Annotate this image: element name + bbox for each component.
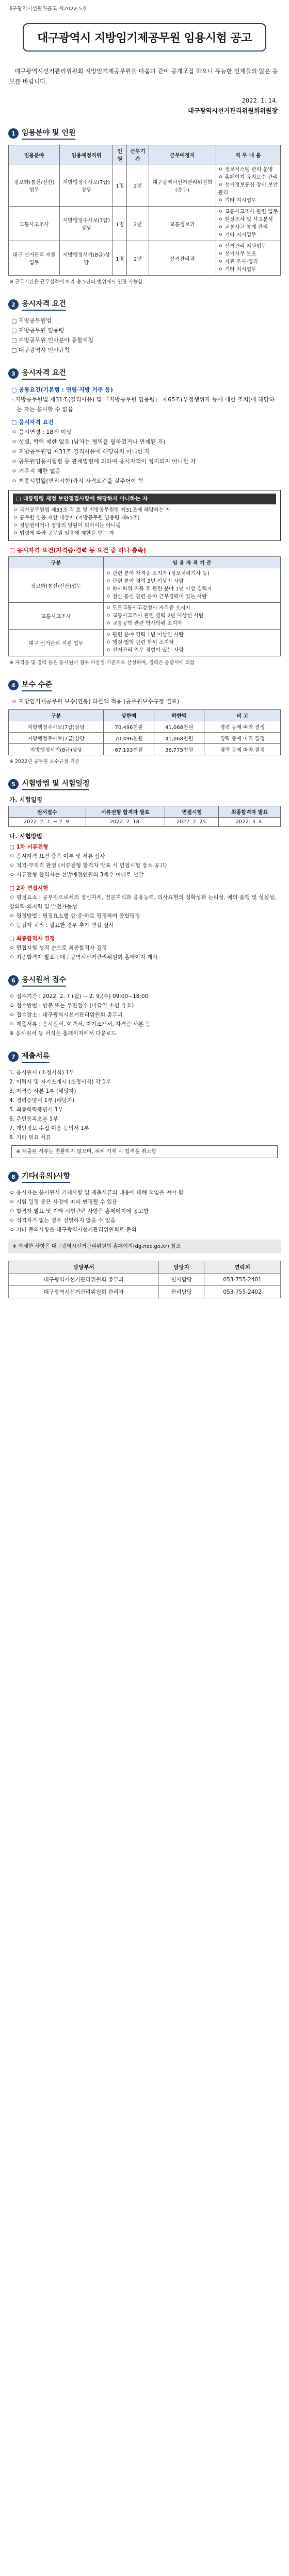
position-place: 교통정보과 xyxy=(149,207,216,241)
position-duties: ㅇ 교통사고조사 관련 업무 ㅇ 현장조사 및 사고분석 ㅇ 교통사고 통계 관리 ㅇ 기타 지시업무 xyxy=(216,207,280,241)
position-grade: 지방행정주사보(7급)상당 xyxy=(60,207,113,241)
column-header: 근무예정지 xyxy=(149,145,216,164)
position-count: 1명 xyxy=(113,207,127,241)
list-item: 8. 기타 필요 서류 xyxy=(9,1134,51,1141)
section-4-heading xyxy=(8,679,281,691)
position-field: 대구 선거관리 지원 업무 xyxy=(9,241,60,276)
schedule-date: 2022. 3. 4. xyxy=(219,818,281,827)
application-info xyxy=(9,992,280,1038)
schedule-date: 2022. 2. 7. ~ 2. 9. xyxy=(9,818,86,827)
list-item: ㅇ 평정방법 : 평정요소별 상·중·하로 평정하여 종합평정 xyxy=(9,913,140,919)
column-header: 서류전형 합격자 발표 xyxy=(86,806,165,818)
list-item: ㅇ 정당원이거나 정당의 당원이 되어서는 아니됨 xyxy=(13,523,121,529)
list-item: ㅇ 응시자격 요건 충족 여부 및 서류 심사 xyxy=(9,853,105,859)
salary-min: 41,068천원 xyxy=(154,721,204,733)
qualification-field: 교통사고조사 xyxy=(9,603,104,630)
list-item: ㅇ 공무원임용시험령 등 관계법령에 의하여 응시자격이 정지되지 아니한 자 xyxy=(11,458,196,465)
list-item: ㅇ 거주지 제한 없음 xyxy=(11,468,61,474)
list-item: ㅇ 공무원 임용 제한 대상자 (지방공무원 임용령 제65조) xyxy=(13,515,140,521)
list-item: ㅇ 서류전형 합격자는 선발예정인원의 3배수 이내로 선발 xyxy=(9,872,143,878)
contact-dept: 대구광역시선거관리위원회 총무과 xyxy=(9,1274,159,1286)
list-item: ㅇ 최종합격자 발표 : 대구광역시선거관리위원회 홈페이지 게시 xyxy=(9,954,158,960)
contact-dept: 대구광역시선거관리위원회 관리과 xyxy=(9,1286,159,1298)
conditions-title: □ 응시자격 요건(자격증·경력 등 요건 중 하나 충족) xyxy=(9,547,146,554)
section-title: 응시자격 요건 xyxy=(22,298,66,311)
section-title: 시험방법 및 시험일정 xyxy=(22,778,89,790)
list-item: ㅇ 동점자 처리 : 필요한 경우 추가 면접 실시 xyxy=(9,922,114,928)
positions-table xyxy=(8,145,281,276)
column-header: 직 무 내 용 xyxy=(216,145,280,164)
position-duties: ㅇ 정보시스템 관리·운영 ㅇ 홈페이지 유지보수·관리 ㅇ 선거정보통신 장비·보안 관리 ㅇ 기타 지시업무 xyxy=(216,164,280,207)
notice-date: 2022. 1. 14. xyxy=(242,97,278,104)
salary-table xyxy=(8,709,281,755)
contact-person: 인사담당 xyxy=(159,1274,204,1286)
qualification-field: 정보화(통신/전산)업무 xyxy=(9,568,104,603)
method-subtitle: 나. 시험방법 xyxy=(9,833,42,840)
list-item: 1. 응시원서 (소정서식) 1부 xyxy=(9,1070,75,1076)
column-header: 인원 xyxy=(113,145,127,164)
column-header: 임용분야 xyxy=(9,145,60,164)
list-item: □ 지방공무원 임용령 xyxy=(11,327,65,334)
salary-grade: 지방행정서기(8급)상당 xyxy=(9,744,104,755)
qualification-field: 대구 선거관리 지원 업무 xyxy=(9,630,104,656)
section-number: 6 xyxy=(8,975,19,986)
notes-list xyxy=(9,1188,280,1234)
salary-note: 경력 등에 따라 결정 xyxy=(204,721,281,733)
list-item: ㅇ 최종시험일(면접시험)까지 자격요건을 갖추어야 함 xyxy=(11,478,144,484)
contact-phone: 053-755-2401 xyxy=(204,1274,281,1286)
section-7-heading xyxy=(8,1050,281,1063)
position-place: 대구광역시선거관리위원회(중구) xyxy=(149,164,216,207)
list-item: 2. 이력서 및 자기소개서 (소정서식) 각 1부 xyxy=(9,1079,111,1085)
list-item: ※ 응시원서 등 서식은 홈페이지에서 다운로드 xyxy=(9,1030,117,1037)
documents-list xyxy=(9,1068,280,1142)
list-item: ㅇ 평정요소 : 공무원으로서의 정신자세, 전문지식과 응용능력, 의사표현의 정확성과 논리성, 예의·품행 및 성실성, 창의력·의지력 및 발전가능성 xyxy=(9,894,276,910)
table-row xyxy=(9,207,281,241)
contact-phone: 053-755-2402 xyxy=(204,1286,281,1298)
column-header: 상한액 xyxy=(104,710,154,721)
section-6-heading xyxy=(8,974,281,987)
list-item: ㅇ 적격·부적격 판정 (서류전형 합격자 발표 시 면접시험 장소 공고) xyxy=(9,862,167,869)
position-period: 2년 xyxy=(127,164,149,207)
column-header: 구분 xyxy=(9,710,104,721)
position-grade: 지방행정주사보(7급)상당 xyxy=(60,164,113,207)
list-item: 5. 최종학력증명서 1부 xyxy=(9,1107,63,1113)
salary-note: 경력 등에 따라 결정 xyxy=(204,744,281,755)
section-1-heading xyxy=(8,127,281,140)
list-item: ㅇ 시험 일정 등은 사정에 따라 변경될 수 있음 xyxy=(9,1199,118,1205)
website-note: ※ 자세한 사항은 대구광역시선거관리위원회 홈페이지(dg.nec.go.kr) 참조 xyxy=(8,1240,281,1253)
salary-min: 41,068천원 xyxy=(154,733,204,744)
common-requirement-title: □ 공통요건(기본형 : 연령·지방 거주 등) xyxy=(11,386,113,393)
requirement-title: □ 응시자격 요건 xyxy=(11,419,54,426)
schedule-date: 2022. 2. 18. xyxy=(86,818,165,827)
list-item: ㅇ 응시자는 응시원서 기재사항 및 제출서류의 내용에 대해 책임을 져야 함 xyxy=(9,1190,184,1196)
list-item: 3. 자격증 사본 1부 (해당자) xyxy=(9,1088,76,1094)
qualification-note: ※ 자격증 및 경력 등은 응시원서 접수 마감일 기준으로 산정하며, 경력은 증명서에 의함 xyxy=(9,660,195,666)
section-number: 3 xyxy=(8,368,19,379)
list-item: ㅇ 제출서류 : 응시원서, 이력서, 자기소개서, 자격증 사본 등 xyxy=(9,1021,151,1027)
section-title: 보수 수준 xyxy=(22,679,52,691)
column-header: 구분 xyxy=(9,557,104,568)
table-row xyxy=(9,1286,281,1298)
list-item: ㅇ 응시연령 : 18세 이상 xyxy=(11,429,72,435)
law-list xyxy=(11,316,278,355)
position-field: 정보화(통신/전산) 업무 xyxy=(9,164,60,207)
position-place: 선거관리과 xyxy=(149,241,216,276)
list-item: ㅇ 지방공무원법 제31조 결격사유에 해당하지 아니한 자 xyxy=(11,448,150,455)
list-item: □ 대구광역시 인사규칙 xyxy=(11,347,70,353)
salary-max: 70,496천원 xyxy=(104,721,154,733)
section-title: 응시자격 요건 xyxy=(22,367,66,380)
qualification-criteria: ㅇ 관련 분야 경력 1년 이상인 사람 ㅇ 행정·법학 관련 학위 소지자 ㅇ 선거관리 업무 경험이 있는 사람 xyxy=(103,630,280,656)
requirement-list xyxy=(11,427,278,486)
table-row xyxy=(9,744,281,755)
table-row xyxy=(9,721,281,733)
salary-max: 67,193천원 xyxy=(104,744,154,755)
section-number: 2 xyxy=(8,299,19,310)
position-count: 1명 xyxy=(113,241,127,276)
column-header: 원서접수 xyxy=(9,806,86,818)
list-item: 7. 개인정보 수집·이용 동의서 1부 xyxy=(9,1125,90,1131)
list-item: 6. 주민등록초본 1부 xyxy=(9,1116,58,1122)
disqualification-title: □ 대통령령 제정 보안점검사항에 해당하지 아니하는 자 xyxy=(13,494,276,504)
issuer-name: 대구광역시선거관리위원회위원장 xyxy=(188,107,278,114)
salary-grade: 지방행정주사보(7급)상당 xyxy=(9,733,104,744)
section-number: 1 xyxy=(8,128,19,139)
section-title: 응시원서 접수 xyxy=(22,974,66,987)
table-row xyxy=(9,630,281,656)
section-number: 7 xyxy=(8,1052,19,1062)
section-5-heading xyxy=(8,778,281,790)
table-row xyxy=(9,164,281,207)
table-row xyxy=(9,733,281,744)
table-row xyxy=(9,603,281,630)
position-duties: ㅇ 선거관리 지원업무 ㅇ 선거사무 보조 ㅇ 자료 조사·정리 ㅇ 기타 지시업무 xyxy=(216,241,280,276)
section-8-heading xyxy=(8,1171,281,1183)
salary-note: 경력 등에 따라 결정 xyxy=(204,733,281,744)
position-field: 교통사고조사 xyxy=(9,207,60,241)
section-number: 4 xyxy=(8,680,19,690)
list-item: ㅇ 국가공무원법 제33조 각 호 및 지방공무원법 제31조에 해당하는 자 xyxy=(13,507,171,513)
list-item: 4. 경력증명서 1부 (해당자) xyxy=(9,1097,75,1104)
list-item: ㅇ 법령에 따라 공무원 임용에 제한을 받는 자 xyxy=(13,531,115,536)
reference-number: 대구광역시선관위공고 제2022-5호 xyxy=(7,6,87,12)
intro-text: 대구광역시선거관리위원회 지방임기제공무원을 다음과 같이 공개모집 하오니 유능한 인재들의 많은 응모를 바랍니다. xyxy=(9,67,278,85)
term-note: ※ 근무기간은 근무실적에 따라 총 5년의 범위에서 연장 가능함 xyxy=(9,279,143,285)
salary-intro: ㅇ 지방임기제공무원 보수(연봉) 하한액 적용 (공무원보수규정 별표) xyxy=(11,698,180,705)
qualification-criteria: ㅇ 도로교통사고감정사 자격증 소지자 ㅇ 교통사고조사 관련 경력 2년 이상인 사람 ㅇ 교통공학 관련 학사학위 소지자 xyxy=(103,603,280,630)
table-row xyxy=(9,241,281,276)
list-item: ㅇ 접수방법 : 방문 또는 우편접수 (마감일 소인 유효) xyxy=(9,1003,134,1009)
list-item: ㅇ 성별, 학력 제한 없음 (남자는 병역을 필하였거나 면제된 자) xyxy=(11,438,166,445)
column-header: 면접시험 xyxy=(165,806,219,818)
qualification-table xyxy=(8,556,281,656)
column-header: 연락처 xyxy=(204,1261,281,1274)
contact-table xyxy=(8,1261,281,1298)
column-header: 임 용 자 격 기 준 xyxy=(103,557,280,568)
section-title: 기타(유의)사항 xyxy=(22,1171,70,1183)
schedule-subtitle: 가. 시험일정 xyxy=(9,796,42,803)
position-period: 2년 xyxy=(127,241,149,276)
qualification-criteria: ㅇ 관련 분야 자격증 소지자 (정보처리기사 등) ㅇ 관련 분야 경력 2년 이상인 사람 ㅇ 학사학위 취득 후 관련 분야 1년 이상 경력자 ㅇ 전산·통신 관련 분야 근무경력이 있는 사람 xyxy=(103,568,280,603)
step2-title: □ 2차 면접시험 xyxy=(9,885,49,891)
section-title: 제출서류 xyxy=(22,1050,50,1063)
section-title: 임용분야 및 인원 xyxy=(22,127,75,140)
list-item: ㅇ 기타 문의사항은 대구광역시선거관리위원회로 문의 xyxy=(9,1227,137,1233)
column-header: 담당자 xyxy=(159,1261,204,1274)
table-row xyxy=(9,568,281,603)
schedule-date: 2022. 2. 25. xyxy=(165,818,219,827)
column-header: 하한액 xyxy=(154,710,204,721)
salary-grade: 지방행정주사보(7급)상당 xyxy=(9,721,104,733)
common-requirement-detail: - 지방공무원법 제31조(결격사유) 및 「지방공무원 임용령」 제65조(부정행위자 등에 대한 조치)에 해당하는 자는 응시할 수 없음 xyxy=(11,396,275,413)
list-item: ㅇ 접수기간 : 2022. 2. 7.(월) ~ 2. 9.(수) 09:00~18:00 xyxy=(9,993,149,999)
position-period: 2년 xyxy=(127,207,149,241)
step3-title: □ 최종합격자 결정 xyxy=(9,936,55,942)
contact-person: 관리담당 xyxy=(159,1286,204,1298)
column-header: 담당부서 xyxy=(9,1261,159,1274)
position-count: 1명 xyxy=(113,164,127,207)
section-number: 5 xyxy=(8,779,19,789)
column-header: 임용예정직위 xyxy=(60,145,113,164)
column-header: 비 고 xyxy=(204,710,281,721)
list-item: ㅇ 면접시험 성적 순으로 최종합격자 결정 xyxy=(9,945,107,951)
disqualification-box xyxy=(8,490,281,541)
column-header: 최종합격자 발표 xyxy=(219,806,281,818)
salary-max: 70,496천원 xyxy=(104,733,154,744)
documents-note: ※ 제출된 서류는 반환하지 않으며, 허위 기재 시 합격을 취소함 xyxy=(11,1145,278,1158)
list-item: ㅇ 적격자가 없는 경우 선발하지 않을 수 있음 xyxy=(9,1217,116,1224)
list-item: ㅇ 접수장소 : 대구광역시선거관리위원회 총무과 xyxy=(9,1012,123,1018)
list-item: □ 지방공무원 인사분야 통합지침 xyxy=(11,337,94,344)
step1-title: □ 1차 서류전형 xyxy=(9,844,49,850)
page-title: 대구광역시 지방임기제공무원 임용시험 공고 xyxy=(23,23,266,52)
table-row xyxy=(9,1274,281,1286)
salary-note: ※ 2022년 공무원 보수규정 기준 xyxy=(9,759,79,765)
section-3-heading xyxy=(8,367,281,380)
column-header: 근무기간 xyxy=(127,145,149,164)
section-2-heading xyxy=(8,298,281,311)
position-grade: 지방행정서기(8급)상당 xyxy=(60,241,113,276)
list-item: ㅇ 합격자 발표 및 기타 시험관련 사항은 홈페이지에 공고함 xyxy=(9,1208,149,1214)
salary-min: 36,775천원 xyxy=(154,744,204,755)
list-item: □ 지방공무원법 xyxy=(11,317,52,324)
schedule-table xyxy=(8,806,281,827)
section-number: 8 xyxy=(8,1172,19,1182)
